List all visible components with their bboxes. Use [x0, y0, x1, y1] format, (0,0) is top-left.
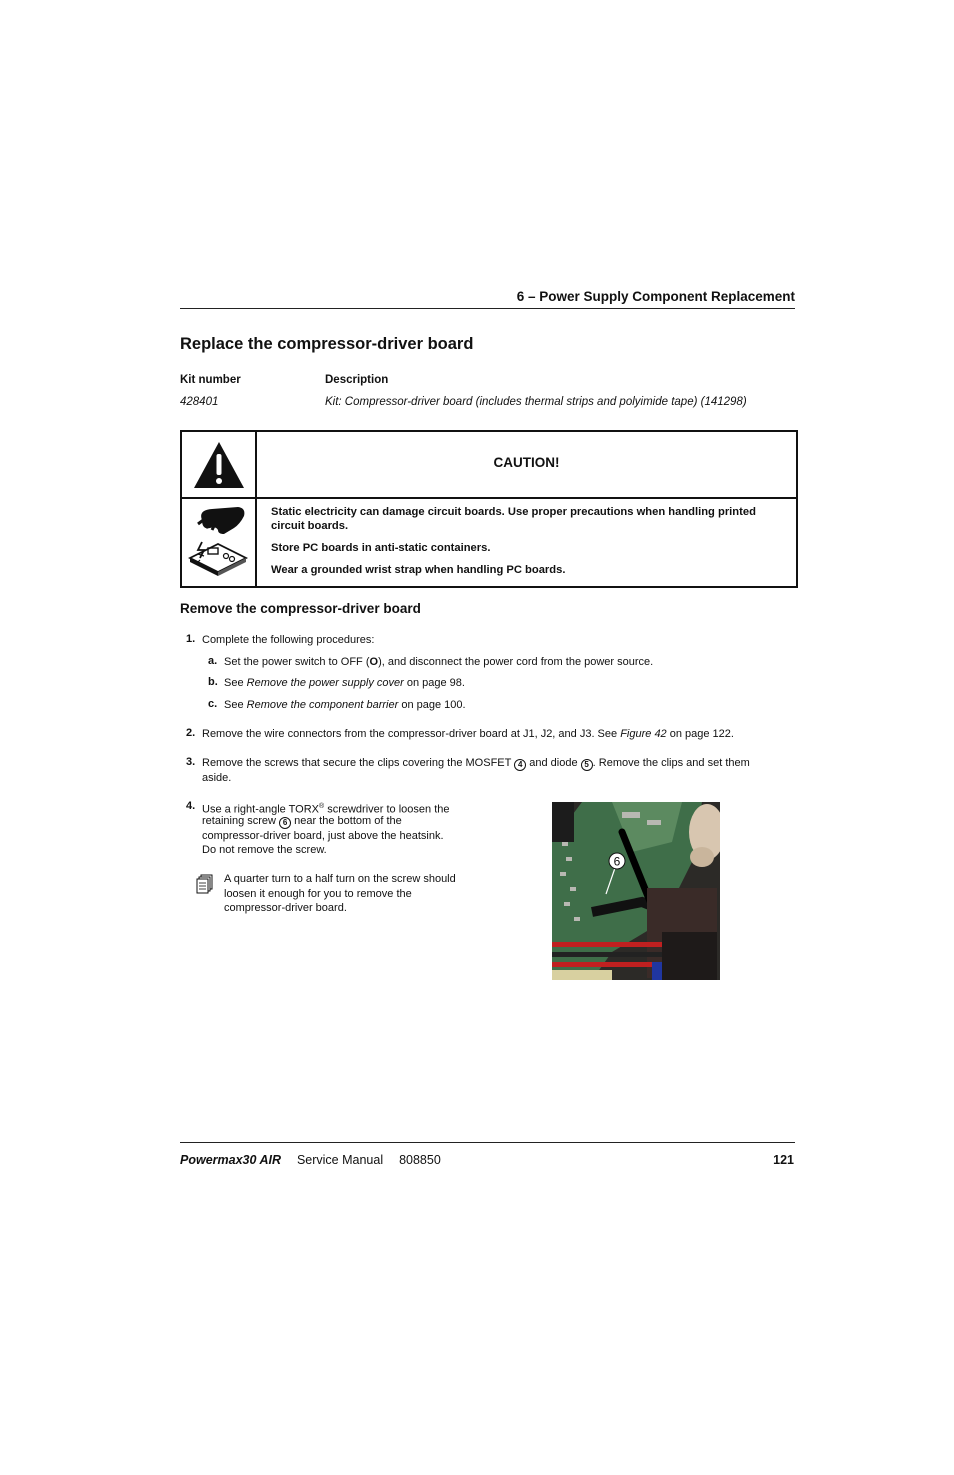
- note-icon: [196, 874, 214, 894]
- caution-title: CAUTION!: [493, 455, 560, 470]
- step-1a-letter: a.: [208, 655, 218, 667]
- header-rule: [180, 308, 795, 309]
- callout-4: 4: [514, 759, 526, 771]
- step-1a-text: Set the power switch to OFF (O), and disconnect the power cord from the power source.: [224, 656, 654, 668]
- footer-rule: [180, 1142, 795, 1143]
- step-4-number: 4.: [186, 800, 196, 812]
- step-3-number: 3.: [186, 756, 196, 768]
- ref-figure-42[interactable]: Figure 42: [620, 728, 667, 740]
- step-4-line-4: Do not remove the screw.: [202, 844, 327, 856]
- callout-6: 6: [279, 817, 291, 829]
- description-header: Description: [325, 374, 389, 386]
- step-3-text: Remove the screws that secure the clips covering the MOSFET 4 and diode 5 . Remove the clips and set them: [202, 757, 750, 769]
- footer-manual: Service Manual: [296, 1153, 384, 1167]
- step-2-number: 2.: [186, 727, 196, 739]
- step-1-number: 1.: [186, 633, 196, 645]
- step-1c-letter: c.: [208, 698, 218, 710]
- compressor-board-photo: [552, 802, 720, 980]
- caution-line-wrist-strap: Wear a grounded wrist strap when handling PC boards.: [271, 564, 566, 576]
- ref-power-supply-cover[interactable]: Remove the power supply cover: [246, 677, 404, 689]
- photo-callout-6: 6: [613, 854, 621, 869]
- ref-component-barrier[interactable]: Remove the component barrier: [246, 699, 399, 711]
- kit-number-header: Kit number: [180, 374, 241, 386]
- step-3-text-cont: aside.: [202, 772, 232, 784]
- caution-divider-horizontal: [182, 497, 796, 499]
- step-4-line-2: retaining screw 6 near the bottom of the: [202, 815, 402, 827]
- chapter-header: 6 – Power Supply Component Replacement: [516, 289, 795, 304]
- step-2-text: Remove the wire connectors from the compressor-driver board at J1, J2, and J3. See Figure 42 on page 122.: [202, 728, 734, 740]
- note-line-2: loosen it enough for you to remove the: [224, 888, 412, 900]
- warning-triangle-icon: [192, 440, 246, 490]
- kit-number-value: 428401: [180, 396, 219, 408]
- step-1b-letter: b.: [208, 676, 218, 688]
- footer-brand: Powermax30 AIR: [180, 1153, 281, 1167]
- step-1b-text: See Remove the power supply cover on page 98.: [224, 677, 465, 689]
- kit-description-value: Kit: Compressor-driver board (includes thermal strips and polyimide tape) (141298): [325, 396, 747, 408]
- off-symbol: O: [369, 656, 379, 668]
- step-1-text: Complete the following procedures:: [202, 634, 375, 646]
- note-line-3: compressor-driver board.: [224, 902, 347, 914]
- step-4-line-1: Use a right-angle TORX® screwdriver to loosen the: [202, 803, 450, 816]
- note-line-1: A quarter turn to a half turn on the screw should: [224, 873, 456, 885]
- page-number: 121: [773, 1153, 794, 1167]
- caution-box: [180, 430, 798, 588]
- step-1c-text: See Remove the component barrier on page 100.: [224, 699, 466, 711]
- esd-hand-icon: [188, 504, 250, 580]
- caution-line-static: Static electricity can damage circuit boards. Use proper precautions when handling printed circuit boards.: [271, 506, 756, 532]
- procedure-title: Remove the compressor-driver board: [180, 601, 421, 616]
- footer-part-number: 808850: [399, 1153, 441, 1167]
- step-4-line-3: compressor-driver board, just above the heatsink.: [202, 830, 444, 842]
- section-title: Replace the compressor-driver board: [180, 335, 474, 353]
- footer-left: [180, 1153, 441, 1167]
- caution-line-containers: Store PC boards in anti-static containers.: [271, 542, 491, 554]
- callout-5: 5: [581, 759, 593, 771]
